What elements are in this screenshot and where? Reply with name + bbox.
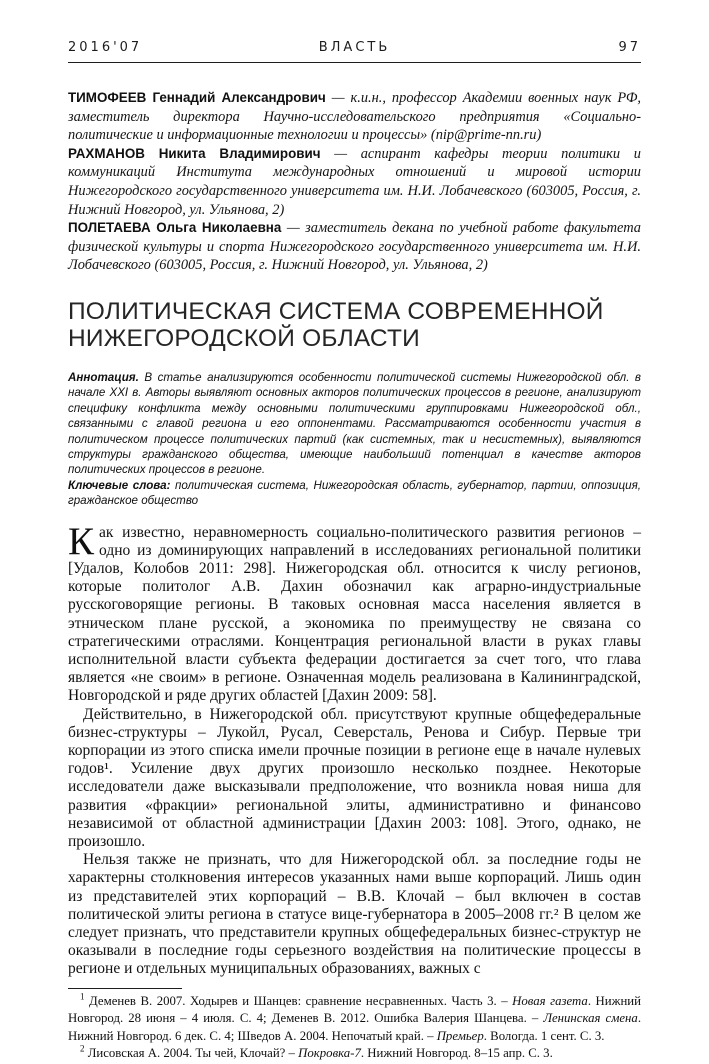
author-entry — [68, 145, 641, 219]
drop-cap: К — [68, 519, 95, 563]
footnote: $^2$ Лисовская А. 2004. Ты чей, Клочай? – Покровка-7. Нижний Новгород. 8–15 апр. С. 3. — [80, 1044, 553, 1061]
author-name: РАХМАНОВ Никита Владимирович — [68, 145, 321, 161]
author-name: ПОЛЕТАЕВА Ольга Николаевна — [68, 220, 282, 236]
journal-title: ВЛАСТЬ — [318, 40, 391, 55]
body-paragraph: Как известно, неравномерность социально-политического развития регионов – одно из доминирующих направлений в исследованиях региональной политики [Удалов, Колобов 2011: 298]. Нижегородская обл. относится к числу регионов, которые политолог А.В. Дахин обозначил как аграрно-индустриальные русскоговорящие регионы. В таковых основная масса населения является в этническом плане русской, а экономика по преимуществу не связана со стратегическими отраслями. Концентрация региональной власти в руках главы исполнительной власти субъекта федерации достигается за счет того, что глава является «не своим» в регионе. Означенная модель реализована в Калининградской, Новгородской и ряде других областей [Дахин 2009: 58]. — [68, 519, 641, 705]
footnote-source: Премьер — [436, 1028, 484, 1043]
footnote-list — [68, 993, 641, 1063]
abstract-text: В статье анализируются особенности политической системы Нижегородской обл. в начале XXI в. Авторы выявляют основных акторов политических процессов в регионе, анализируют специфику конфликта между основными политическими группировками Нижегородской обл., связанными с главой региона и его оппонентами. Рассматриваются особенности участия в политическом процессе политических партий (как системных, так и несистемных), выявляются структуры гражданского общества, имеющие наибольший потенциал в качестве акторов политических процессов в регионе. — [68, 370, 641, 477]
abstract-paragraph — [68, 370, 641, 478]
author-affiliation: — заместитель декана по учебной работе факультета физической культуры и спорта Нижегородского государственного университета им. Н.И. Лобачевского (603005, Россия, г. Нижний Новгород, ул. Ульянова, 2) — [68, 220, 641, 274]
footnote-marker: 2 — [80, 1044, 85, 1055]
body-paragraph: Действительно, в Нижегородской обл. присутствуют крупные общефедеральные бизнес-структуры – Лукойл, Русал, Северсталь, Ренова и Сибур. Первые три корпорации из этого списка имели прочные позиции в регионе еще в начале нулевых годов¹. Усиление двух других произошло несколько позднее. Некоторые исследователи даже высказывали предположение, что возникла новая ниша для развития «фракции» региональной элиты, административно и финансово независимой от областной администрации [Дахин 2003: 108]. Этого, однако, не произошло. — [68, 705, 641, 851]
footnote-source: Новая газета — [512, 993, 588, 1008]
abstract-block — [68, 370, 641, 509]
keywords-label: Ключевые слова: — [68, 478, 171, 492]
author-list — [68, 89, 641, 275]
author-affiliation: — к.и.н., профессор Академии военных наук РФ, заместитель директора Научно-исследовательского предприятия «Социально-политические и информационные технологии и процессы» (nip@prime-nn.ru) — [68, 90, 641, 144]
body-paragraph: Нельзя также не признать, что для Нижегородской обл. за последние годы не характерны столкновения интересов указанных нами выше корпораций. Лишь один из представителей этих корпораций – В.В. Клочай – был включен в состав политической элиты региона в статусе вице-губернатора в 2005–2008 гг.² В целом же следует признать, что представители крупных общефедеральных бизнес-структур не оказывали в последние годы серьезного воздействия на политические процессы в регионе и отдельных муниципальных образованиях, важных с — [68, 851, 641, 978]
footnote: $^1$ Деменев В. 2007. Ходырев и Шанцев: сравнение несравненных. Часть 3. – Новая газета. Нижний Новгород. 28 июня – 4 июля. С. 4; Деменев В. 2012. Ошибка Валерия Шанцева. – Ленинская смена. Нижний Новгород. 6 дек. С. 4; Шведов А. 2004. Непочатый край. – Премьер. Вологда. 1 сент. С. 3. — [68, 991, 642, 1043]
footnotes-section — [68, 988, 641, 1063]
keywords-paragraph — [68, 478, 641, 509]
footnote-source: Ленинская смена — [543, 1011, 638, 1026]
footnote-marker: 1 — [80, 991, 85, 1002]
author-affiliation: — аспирант кафедры теории политики и коммуникаций Института международных отношений и мировой истории Нижегородского государственного университета им. Н.И. Лобачевского (603005, Россия, г. Нижний Новгород, ул. Ульянова, 2) — [68, 145, 641, 218]
issue-label: 2016'07 — [68, 40, 143, 55]
footnote-divider — [68, 988, 182, 989]
page-header — [68, 40, 641, 63]
author-entry — [68, 89, 641, 145]
footnote-source: Покровка-7 — [298, 1046, 361, 1061]
author-entry — [68, 219, 641, 275]
author-name: ТИМОФЕЕВ Геннадий Александрович — [68, 90, 326, 105]
article-body — [68, 519, 641, 979]
keywords-text: политическая система, Нижегородская область, губернатор, партии, оппозиция, гражданское общество — [68, 478, 641, 508]
page-number: 97 — [618, 40, 641, 55]
article-title: ПОЛИТИЧЕСКАЯ СИСТЕМА СОВРЕМЕННОЙ НИЖЕГОРОДСКОЙ ОБЛАСТИ — [68, 297, 604, 353]
abstract-label: Аннотация. — [68, 370, 139, 384]
